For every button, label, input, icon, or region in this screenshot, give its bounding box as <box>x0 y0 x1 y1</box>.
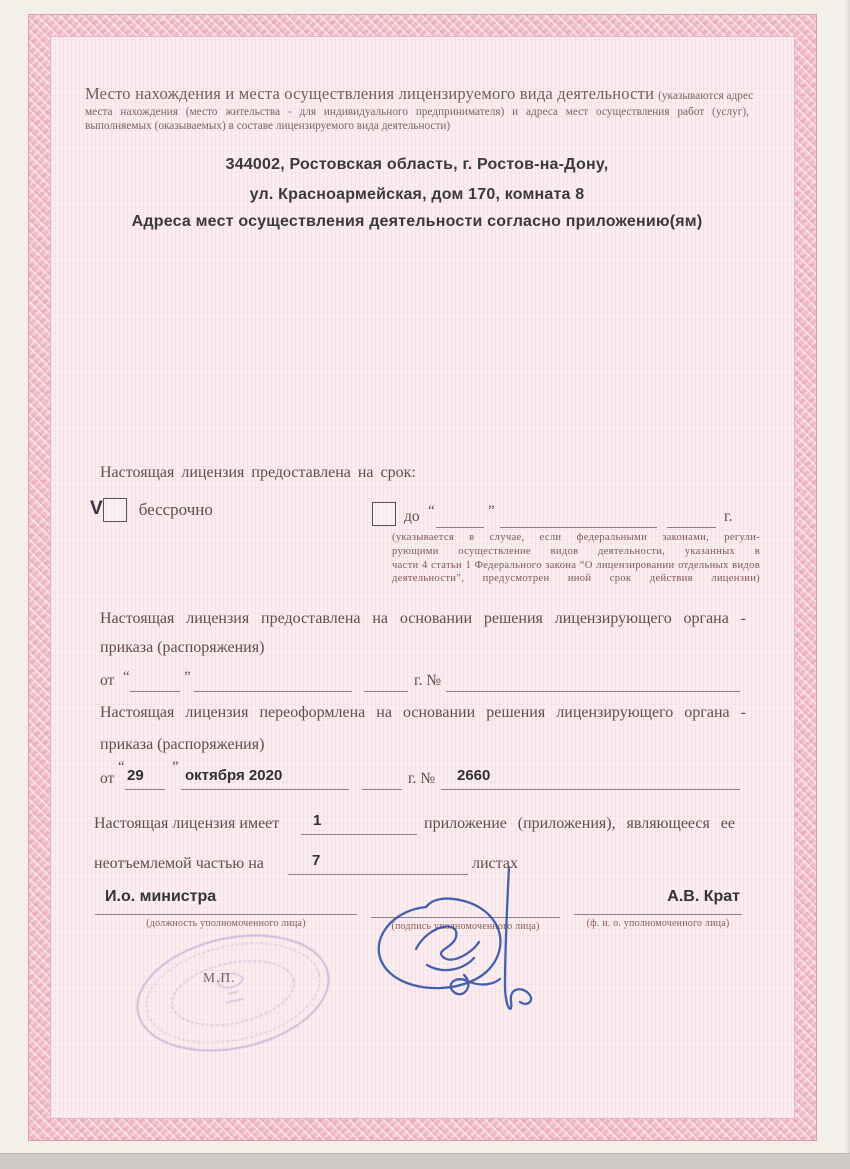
signer-name-column <box>574 888 742 929</box>
until-checkbox <box>372 502 396 526</box>
reissued-year-blank <box>362 767 402 790</box>
reissued-day-value: 29 <box>127 767 144 784</box>
scan-edge-shadow <box>845 0 850 1169</box>
reissued-clause-line2: приказа (распоряжения) <box>100 736 265 753</box>
close-quote: ” <box>184 669 191 685</box>
until-label: до <box>404 508 420 525</box>
perpetual-label: бессрочно <box>138 500 213 520</box>
term-perpetual-row <box>90 498 370 530</box>
granted-number-label: г. № <box>414 672 442 689</box>
name-line <box>574 914 742 915</box>
term-note-line: (указывается в случае, если федеральными законами, регули- <box>392 532 760 543</box>
open-quote: “ <box>118 759 125 775</box>
annex-text-4: листах <box>472 855 518 872</box>
reissued-number-value: 2660 <box>457 767 491 784</box>
granted-clause-line1: Настоящая лицензия предоставлена на основании решения лицензирующего органа - <box>100 610 746 627</box>
granted-month-blank <box>194 669 352 692</box>
granted-clause-line2: приказа (распоряжения) <box>100 639 265 656</box>
address-line-1: 344002, Ростовская область, г. Ростов-на-Дону, <box>225 156 609 173</box>
close-quote: ” <box>172 759 179 775</box>
location-clause-note-line2: места нахождения (место жительства - для индивидуального предпринимателя) и адреса мест осуществления работ (услуг), <box>85 106 749 118</box>
term-note-line: рующими осуществление видов деятельности, указанных в <box>392 545 760 557</box>
signer-name: А.В. Крат <box>667 888 740 905</box>
annex-count-blank <box>301 812 417 835</box>
close-quote: ” <box>488 503 495 519</box>
signature-caption: (подпись уполномоченного лица) <box>391 921 540 932</box>
from-label: от <box>100 770 115 787</box>
location-clause-lead: Место нахождения и места осуществления лицензируемого вида деятельности <box>85 84 655 103</box>
scan-bottom-edge <box>0 1153 850 1169</box>
official-round-stamp-icon <box>128 915 338 1075</box>
term-day-blank <box>436 505 484 528</box>
annex-row-1 <box>94 804 746 836</box>
term-year-blank <box>667 505 716 528</box>
reissued-month-blank <box>181 767 349 790</box>
handwritten-signature <box>348 855 548 1030</box>
term-heading: Настоящая лицензия предоставлена на срок: <box>100 464 416 481</box>
stamp-place-label: М.П. <box>203 970 236 985</box>
annex-text-2: приложение (приложения), являющееся ее <box>424 815 735 832</box>
granted-year-blank <box>364 669 408 692</box>
signer-position: И.о. министра <box>105 888 217 905</box>
term-until-row <box>372 498 747 532</box>
reissued-number-blank <box>441 767 740 790</box>
checkbox-check-mark: V <box>90 498 103 519</box>
name-caption: (ф. и. о. уполномоченного лица) <box>586 918 730 929</box>
position-caption: (должность уполномоченного лица) <box>146 918 306 929</box>
location-clause-note-line3: выполняемых (оказываемых) в составе лицензируемого вида деятельности) <box>85 120 451 132</box>
annex-text-3: неотъемлемой частью на <box>94 855 264 872</box>
reissued-number-label: г. № <box>408 770 436 787</box>
address-line-3: Адреса мест осуществления деятельности согласно приложению(ям) <box>131 213 703 230</box>
reissued-date-row <box>100 760 746 792</box>
term-note <box>392 531 760 586</box>
annex-text-1: Настоящая лицензия имеет <box>94 815 280 832</box>
reissued-month-value: октября 2020 <box>185 767 283 784</box>
granted-day-blank <box>130 669 180 692</box>
open-quote: “ <box>123 669 130 685</box>
term-month-blank <box>500 505 657 528</box>
location-clause <box>85 84 754 132</box>
open-quote: “ <box>428 503 435 519</box>
reissued-clause-line1: Настоящая лицензия переоформлена на основании решения лицензирующего органа - <box>100 704 746 721</box>
reissued-day-blank <box>125 767 165 790</box>
address-line-2: ул. Красноармейская, дом 170, комната 8 <box>249 186 585 203</box>
location-clause-line1 <box>85 84 754 104</box>
annex-count-value: 1 <box>313 812 322 829</box>
term-note-line: части 4 статьи 1 Федерального закона “О лицензировании отдельных видов <box>392 559 760 571</box>
from-label: от <box>100 672 115 689</box>
perpetual-checkbox <box>103 498 127 522</box>
term-year-label: г. <box>724 508 733 525</box>
location-clause-note-start: (указываются адрес <box>658 90 754 102</box>
granted-number-blank <box>446 669 740 692</box>
annex-sheets-value: 7 <box>312 852 321 869</box>
granted-date-row <box>100 664 746 694</box>
term-note-line: деятельности”, предусмотрен иной срок действия лицензии) <box>392 573 760 585</box>
